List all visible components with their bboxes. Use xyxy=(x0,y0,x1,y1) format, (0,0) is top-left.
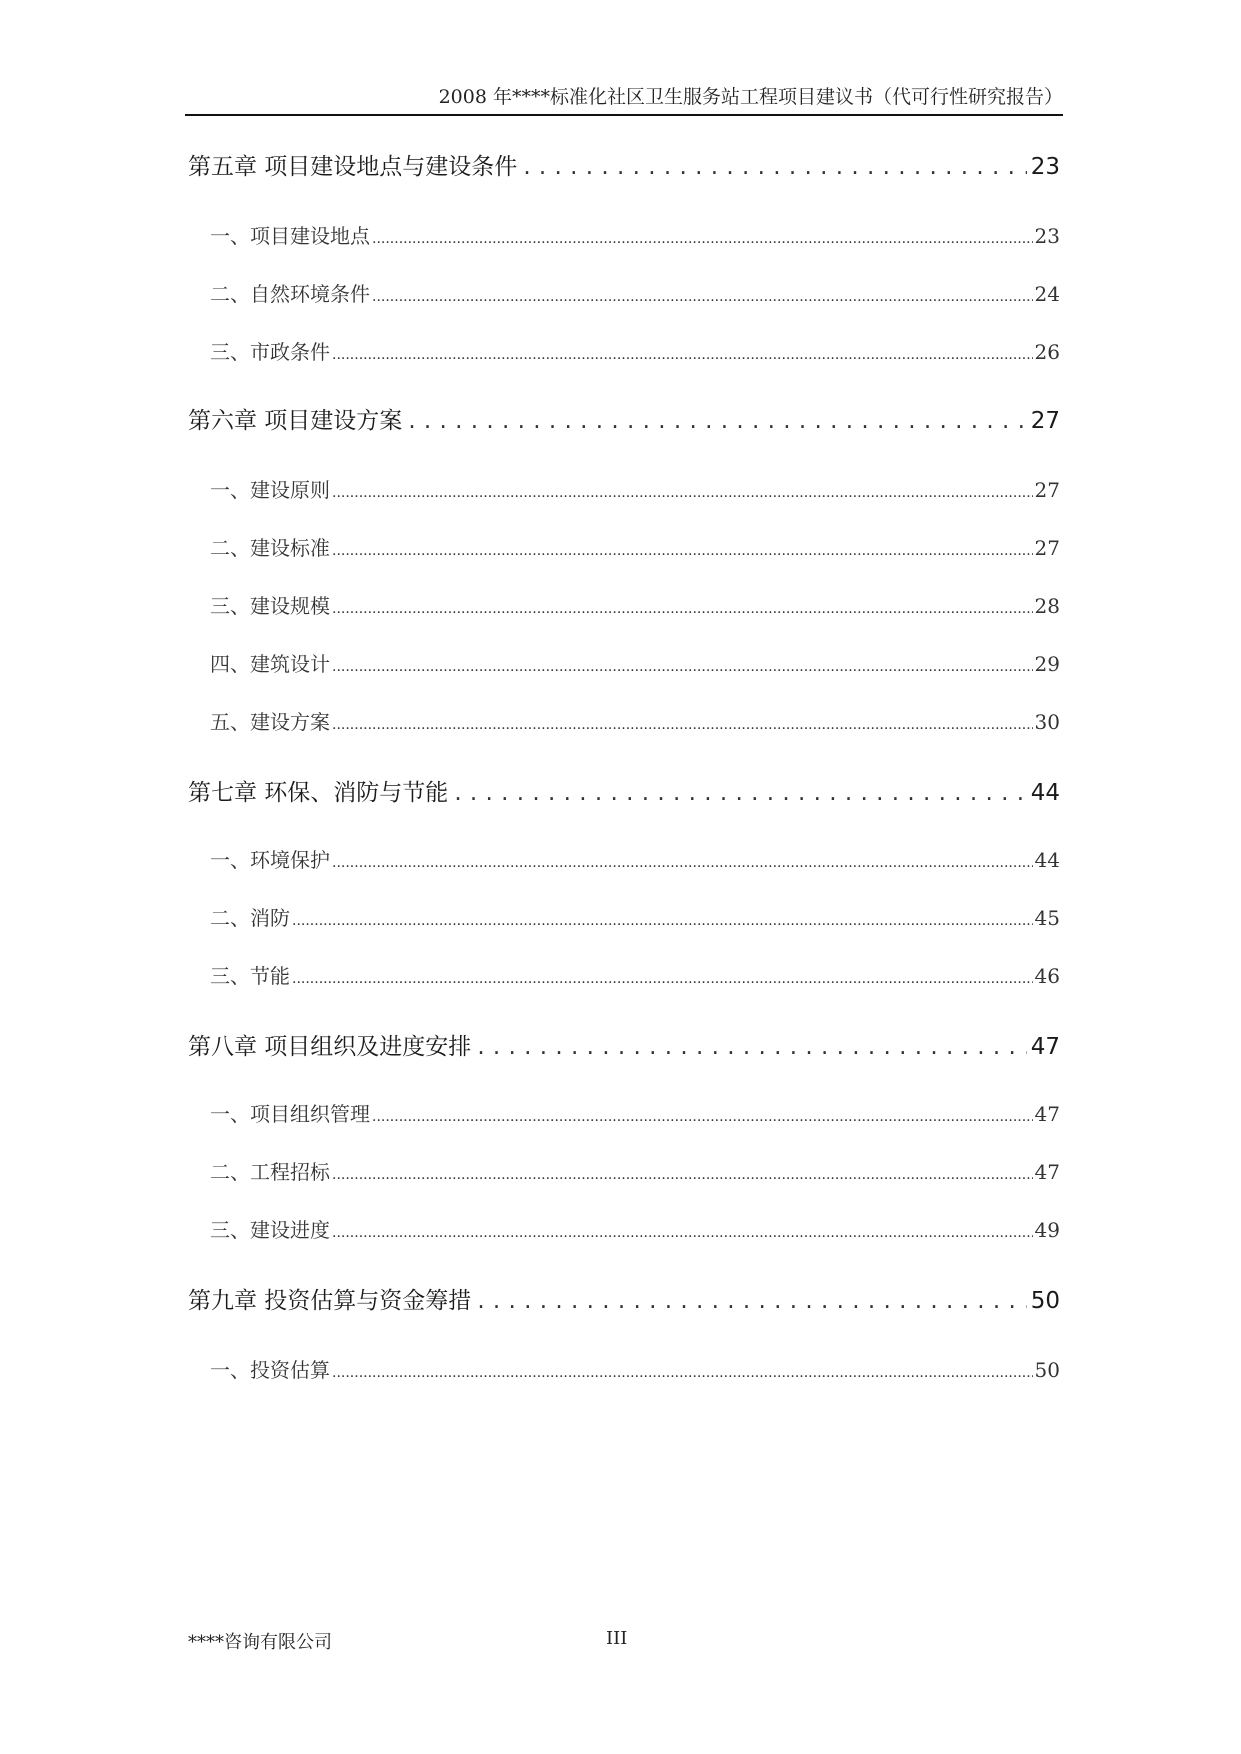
toc-entry-page: 29 xyxy=(1034,652,1060,676)
toc-entry-label: 二、工程招标 xyxy=(210,1160,330,1184)
toc-entry-page: 23 xyxy=(1034,224,1060,248)
toc-entry-label: 第八章 项目组织及进度安排 xyxy=(188,1034,472,1060)
dot-leader xyxy=(332,485,1033,501)
toc-entry-page: 27 xyxy=(1034,478,1060,502)
dot-leader xyxy=(332,601,1033,617)
toc-entry-page: 50 xyxy=(1034,1358,1060,1382)
toc-entry-label: 二、消防 xyxy=(210,906,290,930)
toc-entry-page: 46 xyxy=(1034,964,1060,988)
toc-entry-page: 27 xyxy=(1030,408,1060,434)
toc-section-entry[interactable] xyxy=(210,1354,1060,1382)
dot-leader xyxy=(332,1167,1033,1183)
toc-section-entry[interactable] xyxy=(210,474,1060,502)
toc-section-entry[interactable] xyxy=(210,1214,1060,1242)
toc-entry-label: 三、建设进度 xyxy=(210,1218,330,1242)
toc-entry-label: 第七章 环保、消防与节能 xyxy=(188,780,449,806)
toc-entry-page: 28 xyxy=(1034,594,1060,618)
toc-section-entry[interactable] xyxy=(210,532,1060,560)
toc-entry-label: 一、项目建设地点 xyxy=(210,224,370,248)
dot-leader xyxy=(292,913,1033,929)
dot-leader xyxy=(332,347,1033,363)
toc-entry-label: 第六章 项目建设方案 xyxy=(188,408,403,434)
toc-section-entry[interactable] xyxy=(210,648,1060,676)
toc-chapter-entry[interactable] xyxy=(188,1028,1060,1060)
toc-entry-page: 23 xyxy=(1030,154,1060,180)
toc-entry-label: 三、市政条件 xyxy=(210,340,330,364)
toc-entry-page: 24 xyxy=(1034,282,1060,306)
dot-leader xyxy=(332,543,1033,559)
toc-chapter-entry[interactable] xyxy=(188,1282,1060,1314)
dot-leader xyxy=(332,855,1033,871)
dot-leader xyxy=(332,1225,1033,1241)
toc-entry-label: 五、建设方案 xyxy=(210,710,330,734)
toc-entry-label: 第五章 项目建设地点与建设条件 xyxy=(188,154,518,180)
toc-chapter-entry[interactable] xyxy=(188,402,1060,434)
dot-leader xyxy=(408,408,1026,434)
toc-chapter-entry[interactable] xyxy=(188,148,1060,180)
dot-leader xyxy=(477,1288,1026,1314)
toc-entry-page: 45 xyxy=(1034,906,1060,930)
toc-entry-label: 第九章 投资估算与资金筹措 xyxy=(188,1288,472,1314)
toc-section-entry[interactable] xyxy=(210,902,1060,930)
toc-entry-label: 二、建设标准 xyxy=(210,536,330,560)
toc-entry-label: 三、节能 xyxy=(210,964,290,988)
toc-section-entry[interactable] xyxy=(210,590,1060,618)
toc-section-entry[interactable] xyxy=(210,1098,1060,1126)
footer-company: ****咨询有限公司 xyxy=(188,1632,332,1653)
toc-entry-page: 27 xyxy=(1034,536,1060,560)
toc-entry-page: 26 xyxy=(1034,340,1060,364)
toc-entry-page: 47 xyxy=(1034,1102,1060,1126)
toc-section-entry[interactable] xyxy=(210,960,1060,988)
toc-entry-label: 四、建筑设计 xyxy=(210,652,330,676)
toc-entry-label: 一、投资估算 xyxy=(210,1358,330,1382)
dot-leader xyxy=(292,971,1033,987)
dot-leader xyxy=(477,1034,1026,1060)
toc-entry-page: 44 xyxy=(1034,848,1060,872)
toc-entry-page: 50 xyxy=(1030,1288,1060,1314)
toc-entry-label: 一、建设原则 xyxy=(210,478,330,502)
toc-entry-page: 30 xyxy=(1034,710,1060,734)
toc-section-entry[interactable] xyxy=(210,844,1060,872)
running-header: 2008 年****标准化社区卫生服务站工程项目建议书（代可行性研究报告） xyxy=(438,86,1063,108)
toc-entry-page: 47 xyxy=(1034,1160,1060,1184)
toc-entry-page: 44 xyxy=(1030,780,1060,806)
toc-entry-label: 一、环境保护 xyxy=(210,848,330,872)
toc-entry-label: 三、建设规模 xyxy=(210,594,330,618)
toc-section-entry[interactable] xyxy=(210,336,1060,364)
footer-page-number: III xyxy=(606,1628,628,1649)
toc-section-entry[interactable] xyxy=(210,1156,1060,1184)
dot-leader xyxy=(332,717,1033,733)
dot-leader xyxy=(454,780,1026,806)
toc-entry-page: 47 xyxy=(1030,1034,1060,1060)
dot-leader xyxy=(372,231,1033,247)
toc-section-entry[interactable] xyxy=(210,278,1060,306)
dot-leader xyxy=(372,1109,1033,1125)
dot-leader xyxy=(332,1365,1033,1381)
dot-leader xyxy=(332,659,1033,675)
dot-leader xyxy=(372,289,1033,305)
toc-chapter-entry[interactable] xyxy=(188,774,1060,806)
dot-leader xyxy=(523,154,1026,180)
toc-entry-page: 49 xyxy=(1034,1218,1060,1242)
toc-entry-label: 一、项目组织管理 xyxy=(210,1102,370,1126)
toc-section-entry[interactable] xyxy=(210,706,1060,734)
toc-entry-label: 二、自然环境条件 xyxy=(210,282,370,306)
toc-section-entry[interactable] xyxy=(210,220,1060,248)
